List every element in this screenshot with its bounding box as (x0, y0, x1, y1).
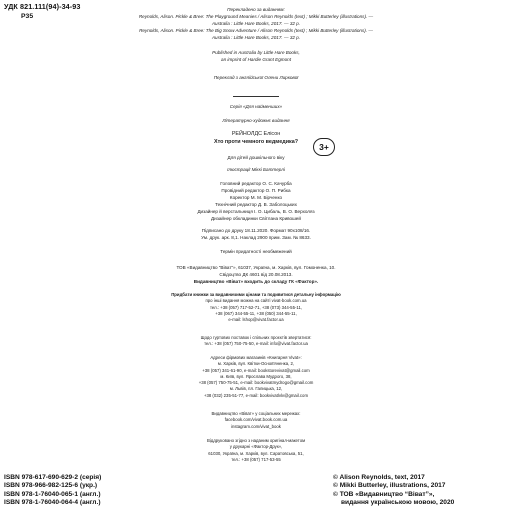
copyright-line: © ТОВ «Видавництво “Віват”», (333, 490, 435, 498)
cooperation-line: тел.: +38 (057) 750-75-50, e-mail: info@vivat.factor.ua (204, 341, 308, 347)
author-code: Р35 (21, 13, 34, 20)
stores-block (0, 355, 512, 399)
publisher-line: ТОВ «Видавництво “Віват”», 61037, Україна, м. Харків, вул. Гомоненка, 10. (176, 265, 336, 270)
print-detail-line: Підписано до друку 18.11.2020. Формат 90х108/16. (201, 228, 311, 233)
wholesale-block (0, 292, 512, 323)
translation-credit (0, 75, 512, 82)
wholesale-line: e-mail: lshop@vivat.factor.ua (228, 317, 284, 323)
book-title: Хто проти чемного ведмедика? (213, 138, 299, 145)
credit-line: Дизайнер й верстальниця І. О. Цибаль, В. О. Верхоляз (197, 208, 315, 214)
credit-line: Провідний редактор О. П. Рибка (221, 187, 291, 193)
publisher-note-line: Published in Australia by Little Hare Books, (212, 50, 300, 55)
terms-block (0, 249, 512, 256)
original-edition-title: Перекладено за виданням: (227, 7, 285, 12)
audience-block (0, 155, 512, 162)
genre-block (0, 118, 512, 125)
title-block (0, 131, 512, 146)
illustrations-block (0, 167, 512, 174)
publisher-group-line: Видавництво «Віват» входить до складу ГК «Фактор». (193, 278, 319, 284)
stores-line: Адреси фірмових магазинів «Книгарня Vivat»: (210, 355, 302, 360)
stores-line: +38 (032) 235-51-77, e-mail: bookvivatlvlv@gmail.com (203, 392, 309, 398)
age-rating-badge: 3+ (313, 138, 335, 156)
stores-line: м. Харків, вул. Квітки-Основ'яненка, 2, (217, 361, 295, 367)
print-details-block (0, 228, 512, 242)
wholesale-line: про інші видання можна на сайті vivat-book.com.ua (205, 298, 307, 304)
credit-line: Головний редактор О. С. Качурба (220, 181, 292, 186)
social-line: instagram.com/vivat_book (231, 423, 281, 429)
audience-line: Для дітей дошкільного віку (227, 155, 285, 160)
credits-block (0, 181, 512, 222)
cooperation-line: Щодо гуртових поставок і спільних проєктів звертатися: (200, 335, 312, 340)
publisher-line: Свідоцтво ДК 4601 від 20.08.2013. (219, 271, 293, 277)
credit-line: Дизайнер обкладинки Світлана Кривошей (211, 215, 301, 221)
social-line: Видавництво «Віват» у соціальних мережах: (211, 411, 301, 416)
printing-line: 61030, Україна, м. Харків, вул. Саратовська, 51, (208, 450, 304, 456)
printing-line: Віддруковано згідно з наданим оригінал-макетом (206, 438, 306, 443)
illustrations-line: Ілюстрації Міккі Баттерлі (227, 167, 285, 172)
isbn-line: ISBN 978-1-76040-065-1 (англ.) (4, 490, 101, 498)
terms-line: Термін придатності необмежений (220, 249, 292, 254)
stores-line: м. Київ, вул. Ярослава Мудрого, 38, (220, 373, 292, 379)
credit-line: Коректор М. М. Бірченко (229, 194, 283, 200)
publisher-note-line: an imprint of Hardie Grant Egmont (221, 56, 291, 62)
original-edition-line: Reynolds, Alison. Pickle & Bree: The Big Snow Adventure / Alison Reynolds (text) ; Mikki Butterley (illustrations). — (139, 27, 373, 33)
wholesale-line: тел.: +38 (057) 717-52-71, +38 (073) 344-55-11, (209, 304, 303, 310)
original-edition-line: Australia : Little Hare Books, 2017. — 32 p. (211, 34, 301, 40)
series-block (0, 104, 512, 111)
isbn-line: ISBN 978-617-690-629-2 (серія) (4, 474, 102, 481)
stores-line: +38 (057) 750-75-51, e-mail: bookvivatmydrogo@gmail.com (198, 380, 314, 386)
copyright-line: © Alison Reynolds, text, 2017 (333, 474, 425, 481)
printing-line: тел.: +38 (057) 717-53-55 (231, 456, 281, 462)
credit-line: Технічний редактор Д. В. Заболоцьких (215, 201, 297, 207)
copyright-block (333, 474, 454, 507)
genre-line: Літературно-художнє видання (222, 118, 290, 123)
social-block (0, 411, 512, 430)
translation-line: Переклад з англійської Олени Лиркової (213, 75, 299, 80)
cooperation-block (0, 335, 512, 348)
series-line: Серія «Для найменших» (229, 104, 283, 109)
copyright-line: © Mikki Butterley, illustrations, 2017 (333, 482, 446, 490)
isbn-line: ISBN 978-966-982-125-6 (укр.) (4, 482, 98, 490)
social-line: facebook.com/vivat.book.com.ua (224, 417, 288, 423)
copyright-line: видання українською мовою, 2020 (341, 498, 455, 506)
publisher-block (0, 265, 512, 286)
stores-line: +38 (057) 341-61-90, e-mail: bookstorevivat@gmail.com (202, 367, 310, 373)
author-name: РЕЙНОЛДС Елісон (231, 131, 281, 137)
printing-line: у друкарні «Фактор-Друк», (229, 444, 283, 450)
original-edition-line: Reynolds, Alison. Pickle & Bree: The Playground Meanies / Alison Reynolds (text) ; Mikki Butterley (illustrations). — (138, 13, 374, 19)
wholesale-line: +38 (067) 344-55-11, +38 (050) 344-55-11, (215, 310, 297, 316)
print-detail-line: Ум. друк. арк. 8,1. Наклад 2900 прим. Зам. № 8633. (201, 234, 311, 240)
wholesale-line: Придбати книжки за видавничими цінами та подивитися детальну інформацію (171, 292, 341, 297)
divider (233, 96, 279, 97)
original-edition-block (0, 7, 512, 42)
stores-line: м. Львів, пл. Галицька, 12, (229, 386, 283, 392)
original-edition-line: Australia : Little Hare Books, 2017. — 32 p. (211, 20, 301, 26)
isbn-block (4, 474, 101, 507)
publisher-note (0, 50, 512, 64)
printing-block (0, 438, 512, 463)
isbn-line: ISBN 978-1-76040-064-4 (англ.) (4, 498, 101, 506)
udk-code: УДК 821.111(94)-34-93 (4, 2, 81, 11)
